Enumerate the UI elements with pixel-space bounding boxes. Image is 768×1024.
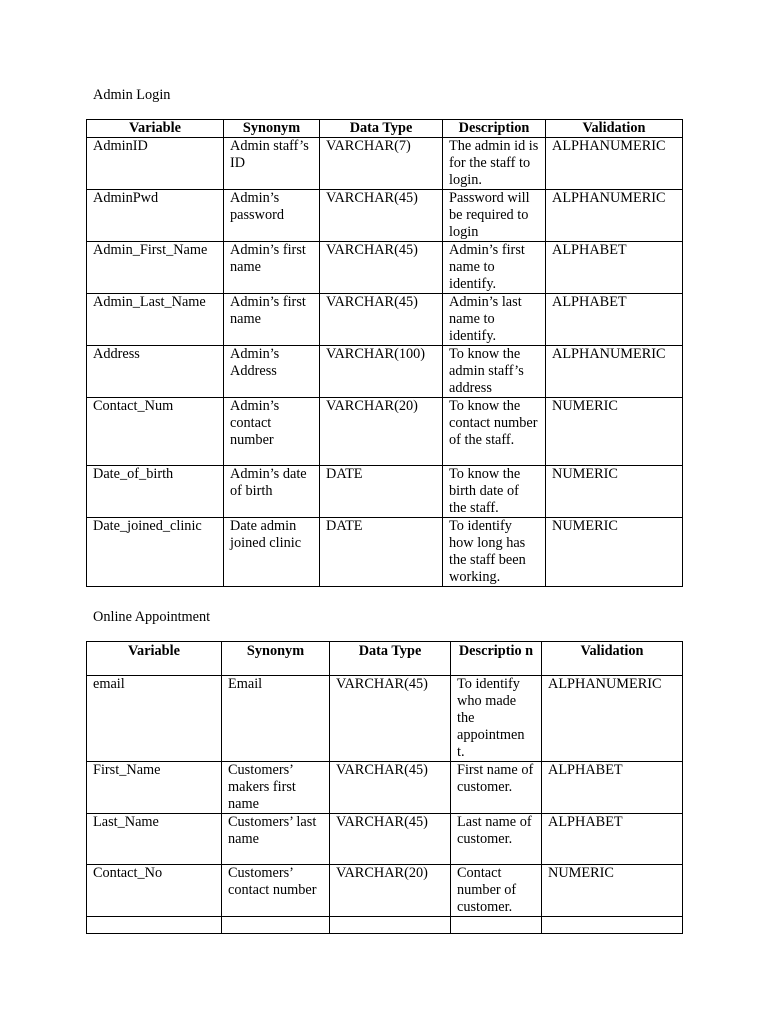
- header-description: Description: [443, 120, 546, 138]
- cell-description: Contact number of customer.: [451, 865, 542, 917]
- cell-data-type: VARCHAR(45): [320, 190, 443, 242]
- online-appointment-title: Online Appointment: [93, 609, 211, 625]
- table-row: [87, 138, 683, 190]
- cell-data-type: VARCHAR(45): [320, 242, 443, 294]
- cell-validation: ALPHABET: [546, 242, 683, 294]
- cell-variable: AdminPwd: [87, 190, 224, 242]
- cell-variable: [87, 917, 222, 934]
- cell-variable: Admin_Last_Name: [87, 294, 224, 346]
- table-row: [87, 762, 683, 814]
- cell-description: To identify how long has the staff been working.: [443, 518, 546, 587]
- cell-synonym: Admin’s Address: [224, 346, 320, 398]
- cell-validation: ALPHANUMERIC: [546, 138, 683, 190]
- cell-data-type: VARCHAR(100): [320, 346, 443, 398]
- header-validation: Validation: [542, 642, 683, 676]
- cell-validation: ALPHABET: [542, 762, 683, 814]
- cell-description: To know the admin staff’s address: [443, 346, 546, 398]
- cell-synonym: Admin’s date of birth: [224, 466, 320, 518]
- cell-validation: NUMERIC: [546, 466, 683, 518]
- cell-synonym: Admin’s contact number: [224, 398, 320, 466]
- table-row: [87, 466, 683, 518]
- cell-validation: ALPHANUMERIC: [546, 346, 683, 398]
- cell-description: To know the contact number of the staff.: [443, 398, 546, 466]
- table-row: [87, 676, 683, 762]
- cell-synonym: Email: [222, 676, 330, 762]
- cell-validation: NUMERIC: [546, 398, 683, 466]
- cell-description: Password will be required to login: [443, 190, 546, 242]
- cell-synonym: Admin staff’s ID: [224, 138, 320, 190]
- cell-validation: NUMERIC: [546, 518, 683, 587]
- cell-variable: First_Name: [87, 762, 222, 814]
- cell-data-type: VARCHAR(7): [320, 138, 443, 190]
- cell-description: To identify who made the appointmen t.: [451, 676, 542, 762]
- cell-data-type: VARCHAR(20): [330, 865, 451, 917]
- table-row: [87, 814, 683, 865]
- header-synonym: Synonym: [224, 120, 320, 138]
- header-description: Descriptio n: [451, 642, 542, 676]
- admin-login-title: Admin Login: [93, 87, 171, 103]
- cell-data-type: VARCHAR(45): [320, 294, 443, 346]
- cell-data-type: [330, 917, 451, 934]
- header-variable: Variable: [87, 120, 224, 138]
- cell-validation: [542, 917, 683, 934]
- cell-variable: Contact_No: [87, 865, 222, 917]
- cell-description: The admin id is for the staff to login.: [443, 138, 546, 190]
- cell-data-type: DATE: [320, 518, 443, 587]
- table-row: [87, 917, 683, 934]
- cell-variable: Date_joined_clinic: [87, 518, 224, 587]
- table-row: [87, 294, 683, 346]
- cell-validation: ALPHABET: [546, 294, 683, 346]
- cell-data-type: VARCHAR(45): [330, 676, 451, 762]
- cell-variable: Address: [87, 346, 224, 398]
- header-variable: Variable: [87, 642, 222, 676]
- table-row: [87, 398, 683, 466]
- cell-data-type: VARCHAR(45): [330, 814, 451, 865]
- cell-description: [451, 917, 542, 934]
- header-validation: Validation: [546, 120, 683, 138]
- cell-data-type: DATE: [320, 466, 443, 518]
- cell-variable: AdminID: [87, 138, 224, 190]
- admin-login-table: [86, 119, 683, 587]
- cell-description: Last name of customer.: [451, 814, 542, 865]
- header-data-type: Data Type: [320, 120, 443, 138]
- cell-synonym: Admin’s first name: [224, 242, 320, 294]
- cell-synonym: [222, 917, 330, 934]
- cell-validation: ALPHANUMERIC: [546, 190, 683, 242]
- table-header-row: [87, 642, 683, 676]
- cell-variable: Date_of_birth: [87, 466, 224, 518]
- table-row: [87, 865, 683, 917]
- cell-validation: NUMERIC: [542, 865, 683, 917]
- cell-validation: ALPHABET: [542, 814, 683, 865]
- cell-synonym: Admin’s first name: [224, 294, 320, 346]
- cell-synonym: Admin’s password: [224, 190, 320, 242]
- cell-validation: ALPHANUMERIC: [542, 676, 683, 762]
- cell-description: First name of customer.: [451, 762, 542, 814]
- online-appointment-table: [86, 641, 683, 934]
- table-row: [87, 242, 683, 294]
- cell-description: Admin’s first name to identify.: [443, 242, 546, 294]
- cell-data-type: VARCHAR(45): [330, 762, 451, 814]
- cell-description: Admin’s last name to identify.: [443, 294, 546, 346]
- cell-data-type: VARCHAR(20): [320, 398, 443, 466]
- cell-description: To know the birth date of the staff.: [443, 466, 546, 518]
- cell-variable: Last_Name: [87, 814, 222, 865]
- table-row: [87, 190, 683, 242]
- cell-synonym: Date admin joined clinic: [224, 518, 320, 587]
- table-header-row: [87, 120, 683, 138]
- cell-variable: Contact_Num: [87, 398, 224, 466]
- cell-synonym: Customers’ makers first name: [222, 762, 330, 814]
- table-row: [87, 518, 683, 587]
- cell-variable: Admin_First_Name: [87, 242, 224, 294]
- header-data-type: Data Type: [330, 642, 451, 676]
- cell-synonym: Customers’ contact number: [222, 865, 330, 917]
- cell-synonym: Customers’ last name: [222, 814, 330, 865]
- header-synonym: Synonym: [222, 642, 330, 676]
- table-row: [87, 346, 683, 398]
- cell-variable: email: [87, 676, 222, 762]
